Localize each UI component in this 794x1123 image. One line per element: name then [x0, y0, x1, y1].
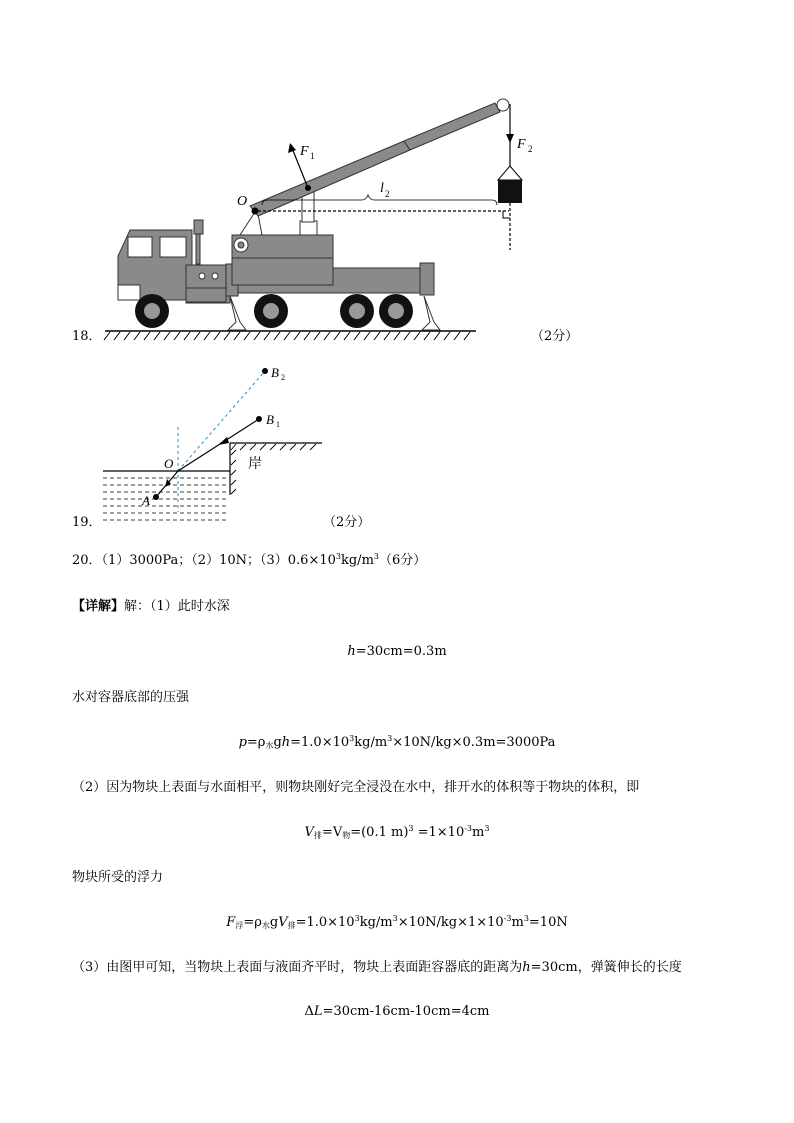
- wheel: [135, 294, 169, 328]
- q19-score: （2分）: [323, 515, 371, 530]
- part2-text: （2）因为物块上表面与水面相平，则物块刚好完全浸没在水中，排开水的体积等于物块的体积，即: [72, 780, 640, 795]
- detail-line: 【详解】解：（1）此时水深: [72, 599, 230, 614]
- label-A: A: [142, 493, 150, 508]
- label-F1: F: [300, 144, 309, 159]
- part3-text: （3）由图甲可知，当物块上表面与液面齐平时，物块上表面距容器底的距离为h=30cm，弹簧伸长的长度: [72, 960, 682, 975]
- detail-label: 【详解】: [72, 599, 125, 614]
- label-B1-sub: 1: [276, 420, 280, 429]
- label-B1: B: [266, 412, 274, 427]
- crane-diagram: [90, 90, 590, 350]
- equation-buoyancy: $F_浮=\rho_水gV_排=1.0\times 10^3kg/m^3\times 10N/kg\times 1\times 10^{-3}m^3=10N$: [226, 914, 568, 930]
- label-shore: 岸: [248, 457, 262, 472]
- pressure-text: 水对容器底部的压强: [72, 690, 190, 705]
- equation-pressure: $p=\rho_水gh=1.0\times 10^3kg/m^3\times 10N/kg\times 0.3m=3000Pa$: [238, 734, 556, 750]
- q18-score: （2分）: [531, 329, 579, 344]
- equation-spring: ΔL=30cm-16cm-10cm=4cm: [304, 1004, 490, 1019]
- label-B2: B: [271, 365, 279, 380]
- label-O2: O: [164, 456, 174, 471]
- refraction-diagram: [95, 355, 335, 530]
- equation-depth: h=30cm=0.3m: [347, 644, 447, 659]
- label-F2-sub: 2: [528, 144, 533, 154]
- label-B2-sub: 2: [281, 373, 285, 382]
- label-F1-sub: 1: [310, 151, 315, 161]
- wheel: [379, 294, 413, 328]
- label-O: O: [237, 194, 248, 209]
- equation-volume: $V_排=V_物=(0.1$ $m)^3 =1\times 10^{-3}m^3$: [304, 824, 490, 840]
- q20-answer: 20．（1）3000Pa；（2）10N；$(3)0.6\times 10^3kg/m^3(6$分）: [72, 552, 427, 568]
- label-l2-sub: 2: [385, 189, 390, 199]
- wheel: [340, 294, 374, 328]
- buoyancy-text: 物块所受的浮力: [72, 870, 164, 885]
- wheel: [254, 294, 288, 328]
- label-F2: F: [517, 137, 526, 152]
- q18-number: 18．: [72, 329, 102, 344]
- q19-number: 19．: [72, 515, 102, 530]
- label-l2: l: [380, 181, 384, 196]
